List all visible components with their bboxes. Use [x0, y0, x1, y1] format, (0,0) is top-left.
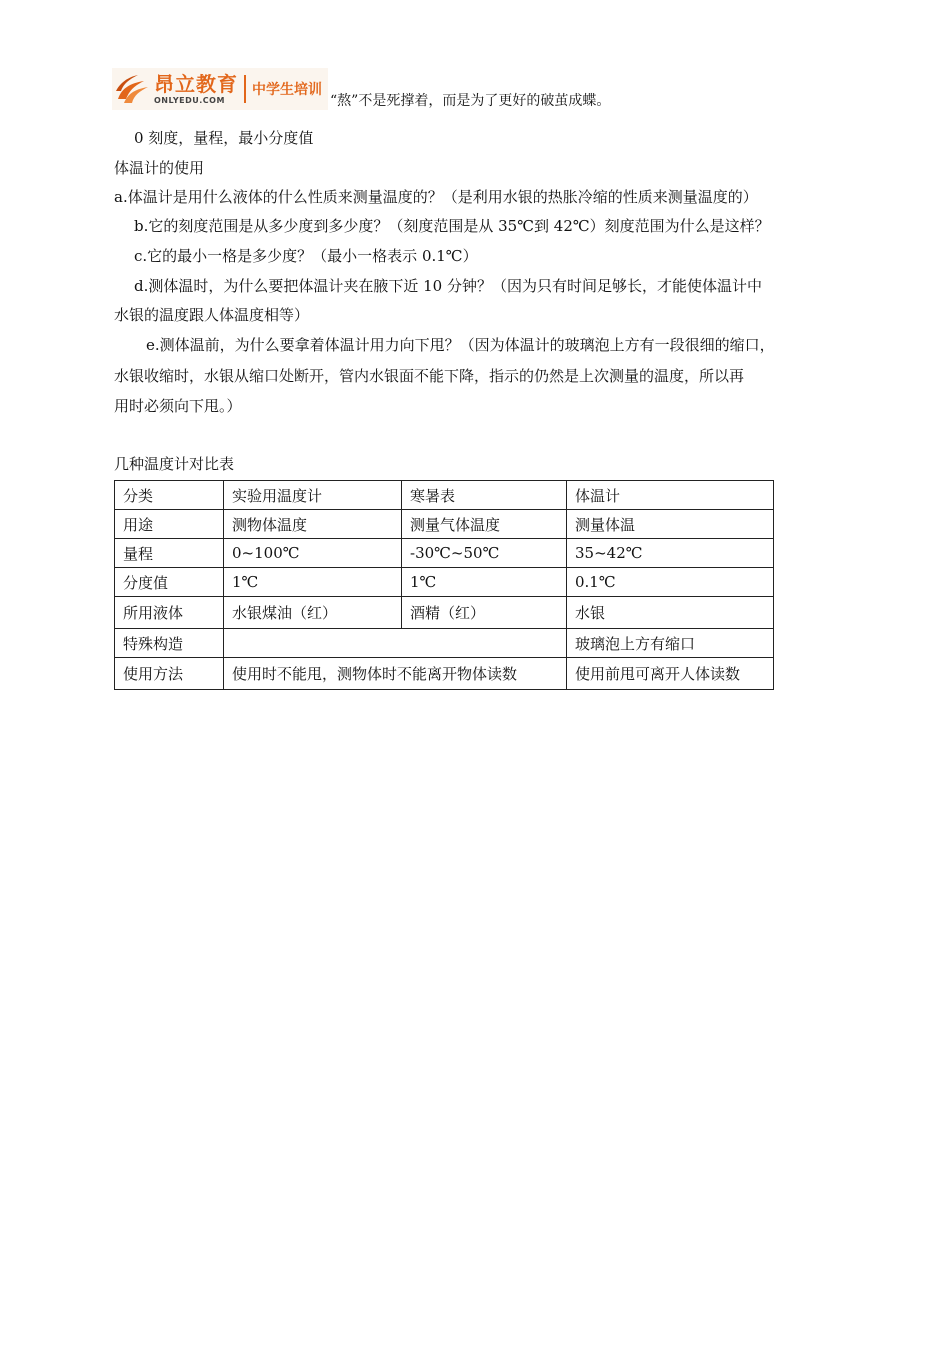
question-e-line3: 用时必须向下甩。）: [114, 397, 242, 415]
table-cell: 35~42℃: [567, 539, 774, 568]
table-cell: 分类: [115, 481, 224, 510]
question-c: c.它的最小一格是多少度？（最小一格表示 0.1℃）: [134, 247, 478, 265]
table-cell: -30℃~50℃: [402, 539, 567, 568]
table-cell: 1℃: [224, 568, 402, 597]
table-cell: 体温计: [567, 481, 774, 510]
table-cell: 实验用温度计: [224, 481, 402, 510]
question-e-line1: e.测体温前，为什么要拿着体温计用力向下甩？（因为体温计的玻璃泡上方有一段很细的缩口，: [146, 336, 775, 354]
table-row: [115, 658, 774, 690]
table-cell: 使用时不能甩，测物体时不能离开物体读数: [224, 658, 567, 690]
table-cell: 所用液体: [115, 597, 224, 629]
table-cell: 酒精（红）: [402, 597, 567, 629]
question-d-line1: d.测体温时，为什么要把体温计夹在腋下近 10 分钟？（因为只有时间足够长，才能使体温计中: [134, 277, 762, 295]
question-d-line2: 水银的温度跟人体温度相等）: [114, 306, 310, 324]
table-cell: 0.1℃: [567, 568, 774, 597]
table-caption: 几种温度计对比表: [114, 455, 235, 473]
table-cell: 测物体温度: [224, 510, 402, 539]
logo-name: 昂立教育: [154, 71, 238, 96]
table-cell: 玻璃泡上方有缩口: [567, 629, 774, 658]
question-e-line2: 水银收缩时，水银从缩口处断开，管内水银面不能下降，指示的仍然是上次测量的温度，所以再: [114, 367, 745, 385]
table-cell: 使用前甩可离开人体读数: [567, 658, 774, 690]
table-cell: 水银: [567, 597, 774, 629]
table-cell: 寒暑表: [402, 481, 567, 510]
table-cell: 使用方法: [115, 658, 224, 690]
thermometer-comparison-table: [114, 480, 774, 690]
flame-logo-icon: [112, 69, 152, 109]
table-cell: 量程: [115, 539, 224, 568]
table-cell: 0~100℃: [224, 539, 402, 568]
header-motto: “熬”不是死撑着，而是为了更好的破茧成蝶。: [330, 93, 611, 109]
table-row: [115, 481, 774, 510]
logo-url: ONLYEDU.COM: [154, 95, 225, 105]
table-row: [115, 510, 774, 539]
table-row: [115, 629, 774, 658]
table-row: [115, 568, 774, 597]
question-a: a.体温计是用什么液体的什么性质来测量温度的？（是利用水银的热胀冷缩的性质来测量温度的）: [114, 188, 758, 206]
table-cell: 分度值: [115, 568, 224, 597]
logo-subtitle: 中学生培训: [252, 82, 322, 98]
table-row: [115, 597, 774, 629]
table-cell: 特殊构造: [115, 629, 224, 658]
table-cell-empty: [224, 629, 567, 658]
table-cell: 水银煤油（红）: [224, 597, 402, 629]
brand-logo: [112, 68, 328, 110]
table-cell: 用途: [115, 510, 224, 539]
question-b: b.它的刻度范围是从多少度到多少度？（刻度范围是从 35℃到 42℃）刻度范围为什么是这样？: [134, 217, 770, 235]
page-header: [112, 68, 610, 110]
table-cell: 1℃: [402, 568, 567, 597]
intro-line: 0 刻度，量程，最小分度值: [134, 129, 314, 147]
table-cell: 测量气体温度: [402, 510, 567, 539]
logo-divider: [244, 75, 246, 103]
section-title: 体温计的使用: [114, 159, 205, 177]
table-cell: 测量体温: [567, 510, 774, 539]
table-row: [115, 539, 774, 568]
